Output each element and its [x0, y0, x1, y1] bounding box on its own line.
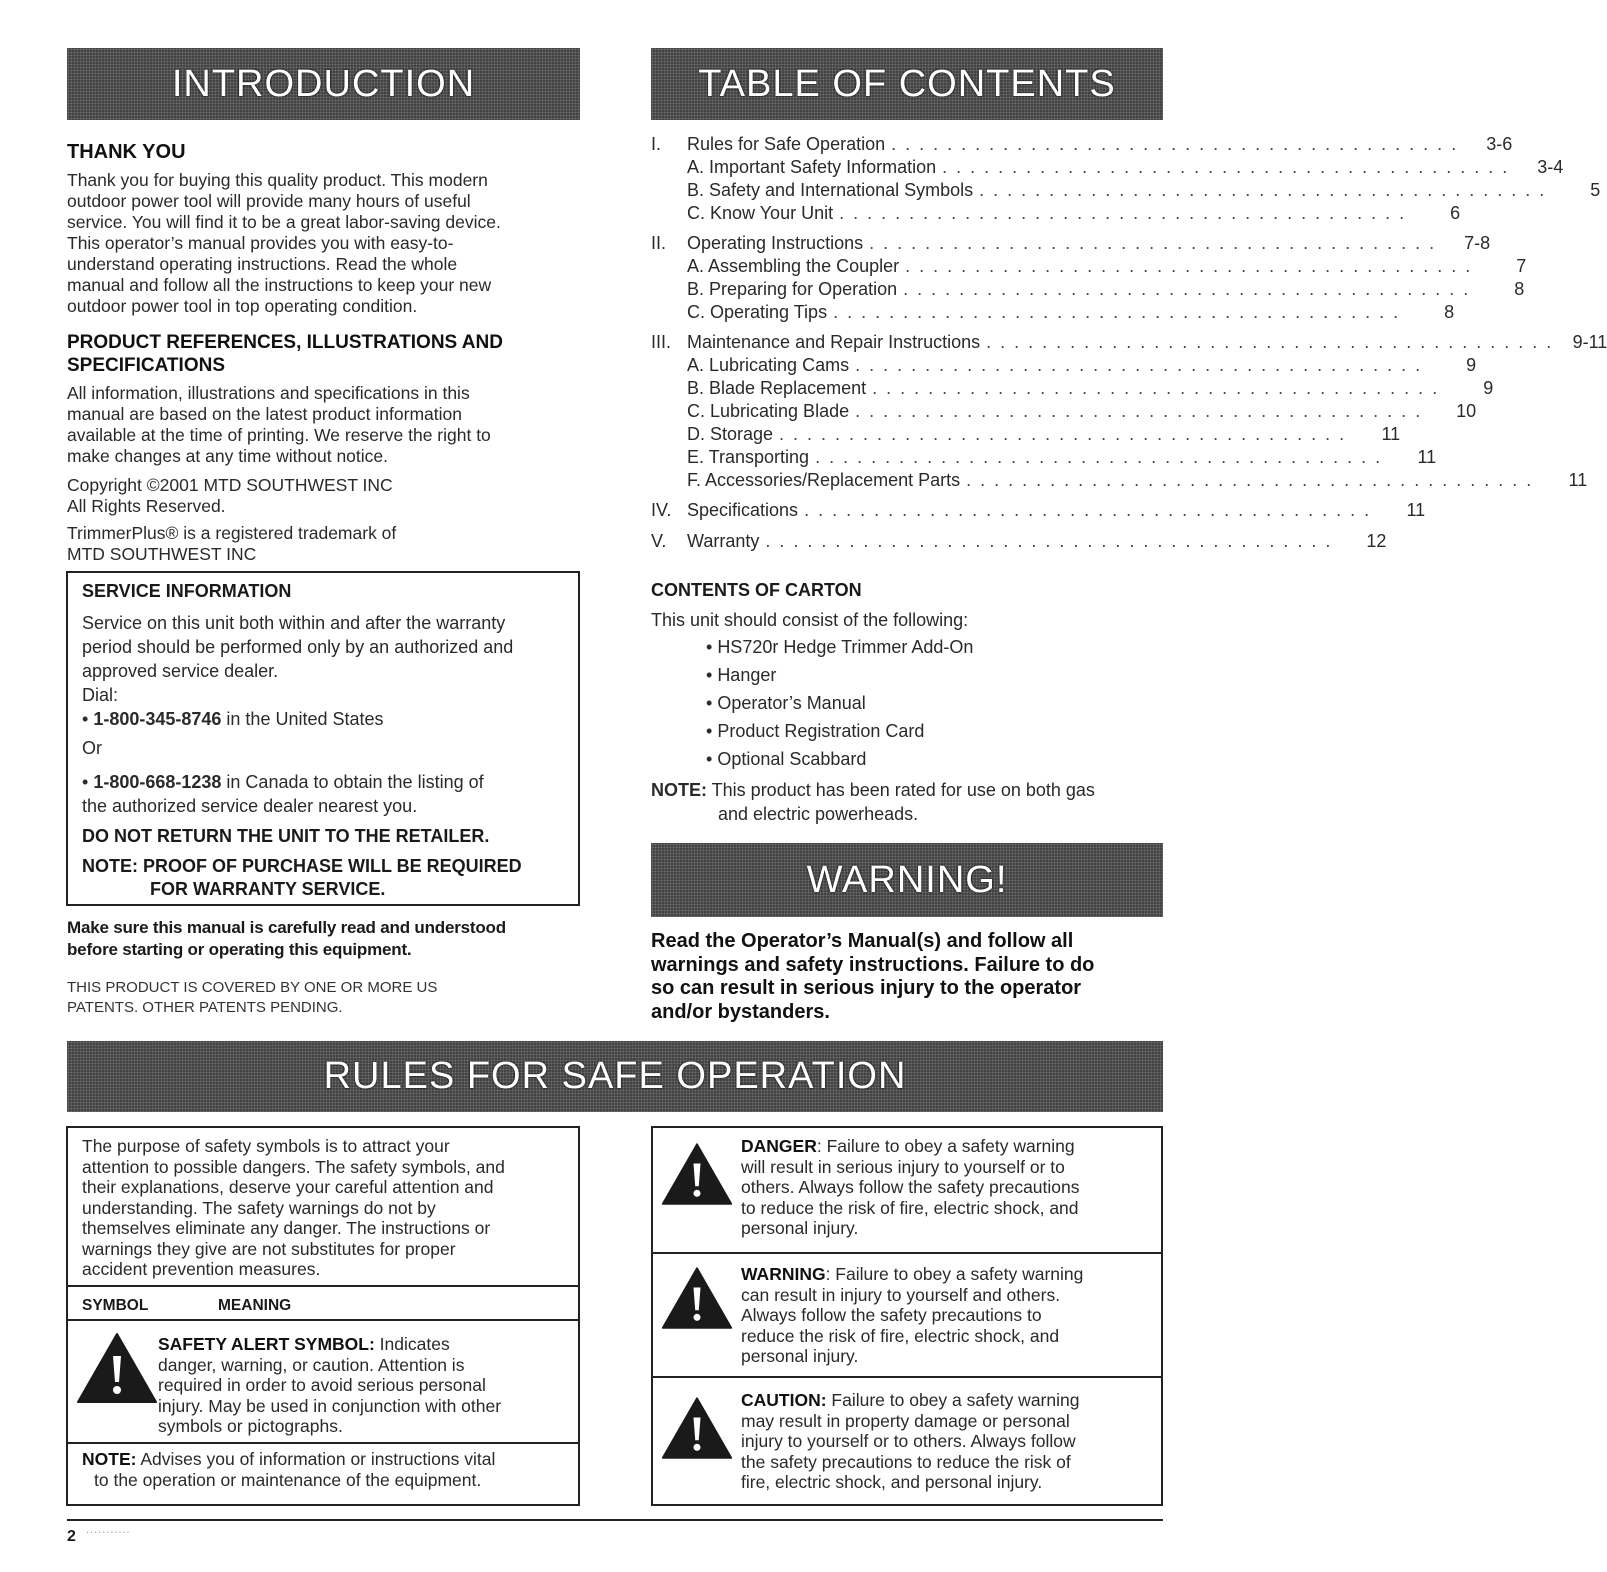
text-line: approved service dealer. — [82, 661, 279, 681]
toc-label: B. Preparing for Operation — [687, 279, 898, 299]
toc-number: III. — [651, 332, 672, 352]
toc-label: E. Transporting — [687, 447, 810, 467]
toc-entry[interactable] — [651, 378, 1494, 401]
text-line: TrimmerPlus® is a registered trademark of — [67, 523, 397, 543]
toc-number — [651, 279, 687, 302]
text-line: themselves eliminate any danger. The instructions or — [82, 1218, 491, 1238]
trademark — [67, 523, 396, 565]
text-line: FOR WARRANTY SERVICE. — [150, 879, 386, 899]
toc-page: 12 — [1366, 531, 1387, 551]
toc-page: 10 — [1456, 401, 1477, 421]
toc-leader: . . . . . . . . . . . . . . . . . . . . . . . . . . . . . . . . . . . . . . . . . — [804, 500, 1372, 520]
toc-page: 11 — [1381, 424, 1401, 444]
carton-note-text: This product has been rated for use on both gas — [707, 780, 1095, 800]
text-line: This operator’s manual provides you with easy-to- — [67, 233, 454, 253]
toc-label: A. Assembling the Coupler — [687, 256, 900, 276]
text-line: All information, illustrations and specifications in this — [67, 383, 470, 403]
toc-leader: . . . . . . . . . . . . . . . . . . . . . . . . . . . . . . . . . . . . . . . . . — [855, 355, 1423, 375]
carton-note-label: NOTE: — [651, 780, 707, 800]
toc-label: F. Accessories/Replacement Parts — [687, 470, 961, 490]
text-line: Thank you for buying this quality product. This modern — [67, 170, 488, 190]
toc-page: 3-6 — [1486, 134, 1513, 154]
carton-heading: CONTENTS OF CARTON — [651, 580, 862, 600]
carton-item: • Operator’s Manual — [706, 693, 866, 713]
service-heading: SERVICE INFORMATION — [82, 581, 292, 601]
text-line — [741, 1390, 1079, 1411]
carton-item-label: Hanger — [717, 665, 777, 685]
toc-banner — [651, 48, 1163, 120]
text-line: period should be performed only by an authorized and — [82, 637, 514, 657]
symbols-note-label: NOTE: — [82, 1449, 137, 1469]
text-line: warnings they give are not substitutes for proper — [82, 1238, 456, 1259]
toc-entry[interactable] — [651, 470, 1588, 493]
text-line: so can result in serious injury to the operator — [651, 977, 1082, 999]
toc-label: D. Storage — [687, 424, 774, 444]
carton-item: • Product Registration Card — [706, 721, 925, 741]
carton-note — [651, 778, 1095, 826]
toc-number: II. — [651, 233, 667, 253]
toc-entry[interactable] — [651, 531, 1387, 554]
text-line: warnings and safety instructions. Failure to do — [651, 953, 1095, 976]
toc-label: C. Lubricating Blade — [687, 401, 850, 421]
text-line: outdoor power tool will provide many hours of useful — [67, 191, 471, 211]
toc-page: 9 — [1466, 355, 1477, 375]
text-line: injury. May be used in conjunction with other — [158, 1395, 502, 1416]
caution-cell — [653, 1376, 1161, 1504]
toc-entry[interactable] — [651, 256, 1527, 279]
toc-number: V. — [651, 531, 667, 551]
toc-entry[interactable] — [651, 447, 1437, 470]
toc-number — [651, 302, 687, 325]
toc-entry[interactable] — [651, 203, 1461, 226]
service-information-box — [66, 571, 580, 906]
thank-you-heading: THANK YOU — [67, 141, 186, 163]
carton-item: • Hanger — [706, 665, 777, 685]
text-line: may result in property damage or personal — [741, 1410, 1070, 1431]
copyright — [67, 475, 393, 517]
text-line: manual are based on the latest product information — [67, 404, 462, 424]
toc-leader: . . . . . . . . . . . . . . . . . . . . . . . . . . . . . . . . . . . . . . . . . — [986, 332, 1554, 352]
text-line — [651, 778, 1095, 802]
danger-cell — [653, 1128, 1161, 1254]
carton-item-label: HS720r Hedge Trimmer Add-On — [717, 637, 974, 657]
caution-text: Failure to obey a safety warning — [826, 1390, 1080, 1410]
text-line: All Rights Reserved. — [67, 496, 226, 516]
proof-of-purchase-note — [82, 855, 522, 901]
toc-entry[interactable] — [651, 355, 1477, 378]
caution-description — [741, 1390, 1079, 1493]
safety-alert-description — [158, 1334, 501, 1437]
heading-line: PRODUCT REFERENCES, ILLUSTRATIONS AND — [67, 332, 503, 353]
text-line: to the operation or maintenance of the equipment. — [94, 1470, 482, 1490]
text-line: the safety precautions to reduce the risk of — [741, 1451, 1071, 1472]
carton-item-label: Optional Scabbard — [717, 749, 867, 769]
ca-phone-line: • 1-800-668-1238 in Canada to obtain the listing of — [82, 772, 484, 792]
text-line: accident prevention measures. — [82, 1259, 321, 1279]
patents-notice — [67, 978, 437, 1018]
text-line: reduce the risk of fire, electric shock, and — [741, 1325, 1060, 1346]
rules-banner — [67, 1041, 1163, 1112]
product-references-heading — [67, 331, 503, 377]
text-line: can result in injury to yourself and others. — [741, 1284, 1061, 1305]
toc-leader: . . . . . . . . . . . . . . . . . . . . . . . . . . . . . . . . . . . . . . . . . — [765, 531, 1333, 551]
text-line: manual and follow all the instructions to keep your new — [67, 275, 492, 295]
toc-entry[interactable] — [651, 424, 1401, 447]
toc-leader: . . . . . . . . . . . . . . . . . . . . . . . . . . . . . . . . . . . . . . . . . — [855, 401, 1423, 421]
text-line: fire, electric shock, and personal injury. — [741, 1472, 1043, 1492]
safety-alert-text: Indicates — [374, 1334, 450, 1354]
text-line: and electric powerheads. — [718, 804, 919, 824]
divider — [68, 1319, 578, 1321]
us-phone-line: • 1-800-345-8746 in the United States — [82, 709, 384, 729]
text-line: Read the Operator’s Manual(s) and follow all — [651, 930, 1074, 952]
text-line: NOTE: PROOF OF PURCHASE WILL BE REQUIRED — [82, 856, 522, 876]
warning-description — [741, 1264, 1083, 1367]
text-line: make changes at any time without notice. — [67, 446, 389, 466]
carton-item: • HS720r Hedge Trimmer Add-On — [706, 637, 974, 657]
toc-number — [651, 180, 687, 203]
danger-label: DANGER — [741, 1136, 817, 1156]
carton-item-label: Product Registration Card — [717, 721, 925, 741]
safety-symbols-box — [66, 1126, 580, 1506]
meaning-column-header: MEANING — [218, 1297, 292, 1314]
ca-phone-number[interactable]: 1-800-668-1238 — [93, 772, 222, 792]
toc-label: A. Lubricating Cams — [687, 355, 850, 375]
text-line: THIS PRODUCT IS COVERED BY ONE OR MORE US — [67, 979, 438, 996]
page-number: 2 — [67, 1528, 76, 1545]
text-line: Copyright ©2001 MTD SOUTHWEST INC — [67, 475, 393, 495]
toc-leader: . . . . . . . . . . . . . . . . . . . . . . . . . . . . . . . . . . . . . . . . . — [872, 378, 1440, 398]
divider — [68, 1442, 578, 1444]
toc-leader: . . . . . . . . . . . . . . . . . . . . . . . . . . . . . . . . . . . . . . . . . — [833, 302, 1401, 322]
text-line: symbols or pictographs. — [158, 1416, 343, 1436]
carton-item: • Optional Scabbard — [706, 749, 867, 769]
toc-banner-title: TABLE OF CONTENTS — [698, 62, 1116, 105]
toc-leader: . . . . . . . . . . . . . . . . . . . . . . . . . . . . . . . . . . . . . . . . . — [979, 180, 1547, 200]
danger-text: : Failure to obey a safety warning — [816, 1136, 1075, 1156]
text-line: service. You will find it to be a great labor-saving device. — [67, 212, 501, 232]
or-label: Or — [82, 738, 102, 758]
toc-entry[interactable] — [651, 279, 1525, 302]
text-line: and/or bystanders. — [651, 1000, 830, 1023]
text-line: Make sure this manual is carefully read and understood — [67, 918, 506, 937]
text-line: MTD SOUTHWEST INC — [67, 544, 257, 564]
warning-alert-icon — [661, 1266, 733, 1330]
us-phone-number[interactable]: 1-800-345-8746 — [93, 709, 222, 729]
text-line: Service on this unit both within and after the warranty — [82, 613, 506, 633]
warning-cell — [653, 1252, 1161, 1378]
toc-label: B. Blade Replacement — [687, 378, 867, 398]
warning-banner-title: WARNING! — [806, 858, 1008, 901]
toc-leader: . . . . . . . . . . . . . . . . . . . . . . . . . . . . . . . . . . . . . . . . . — [903, 279, 1471, 299]
toc-number — [651, 378, 687, 401]
text-line: available at the time of printing. We reserve the right to — [67, 425, 491, 445]
footer-rule — [67, 1519, 1163, 1521]
text-line: to reduce the risk of fire, electric shock, and — [741, 1197, 1079, 1218]
toc-entry[interactable] — [651, 233, 1491, 256]
toc-entry[interactable] — [651, 180, 1601, 203]
dial-label: Dial: — [82, 685, 119, 705]
toc-leader: . . . . . . . . . . . . . . . . . . . . . . . . . . . . . . . . . . . . . . . . . — [942, 157, 1510, 177]
toc-page: 11 — [1406, 500, 1426, 520]
toc-page: 9-11 — [1572, 332, 1607, 352]
carton-intro: This unit should consist of the following: — [651, 610, 969, 630]
text-line: required in order to avoid serious personal — [158, 1375, 486, 1395]
safety-alert-label: SAFETY ALERT SYMBOL: — [158, 1334, 375, 1354]
do-not-return-notice: DO NOT RETURN THE UNIT TO THE RETAILER. — [82, 826, 490, 846]
thank-you-paragraph — [67, 170, 587, 317]
warning-banner — [651, 843, 1163, 917]
text-line — [158, 1334, 501, 1355]
toc-entry[interactable] — [651, 500, 1426, 523]
toc-entry[interactable] — [651, 134, 1513, 157]
toc-label: C. Operating Tips — [687, 302, 828, 322]
caution-alert-icon — [661, 1396, 733, 1460]
toc-number — [651, 470, 687, 493]
toc-page: 8 — [1514, 279, 1525, 299]
toc-label: Operating Instructions — [687, 233, 864, 253]
text-line — [82, 1449, 495, 1470]
toc-label: C. Know Your Unit — [687, 203, 834, 223]
introduction-banner-title: INTRODUCTION — [171, 62, 476, 105]
heading-line: SPECIFICATIONS — [67, 355, 225, 376]
toc-label: Maintenance and Repair Instructions — [687, 332, 981, 352]
text-line: Always follow the safety precautions to — [741, 1305, 1042, 1325]
footer-dots: ........... — [86, 1524, 131, 1536]
service-paragraph — [82, 611, 513, 731]
text-line: outdoor power tool in top operating condition. — [67, 296, 418, 316]
toc-page: 8 — [1444, 302, 1455, 322]
toc-page: 9 — [1483, 378, 1494, 398]
toc-leader: . . . . . . . . . . . . . . . . . . . . . . . . . . . . . . . . . . . . . . . . . — [966, 470, 1534, 490]
toc-page: 6 — [1450, 203, 1461, 223]
toc-page: 11 — [1417, 447, 1437, 467]
text-line — [741, 1264, 1083, 1285]
toc-label: Rules for Safe Operation — [687, 134, 886, 154]
toc-page: 11 — [1568, 470, 1588, 490]
signal-words-box — [651, 1126, 1163, 1506]
text-line: attention to possible dangers. The safety symbols, and — [82, 1156, 505, 1177]
text-line: the authorized service dealer nearest you. — [82, 796, 418, 816]
warning-text — [651, 930, 1094, 1024]
symbols-note — [82, 1449, 495, 1491]
symbols-purpose-paragraph — [82, 1136, 505, 1280]
text-line: The purpose of safety symbols is to attract your — [82, 1136, 450, 1156]
toc-number — [651, 157, 687, 180]
toc-number: IV. — [651, 500, 672, 520]
text-line: danger, warning, or caution. Attention is — [158, 1354, 465, 1375]
toc-leader: . . . . . . . . . . . . . . . . . . . . . . . . . . . . . . . . . . . . . . . . . — [779, 424, 1347, 444]
toc-number — [651, 256, 687, 279]
toc-page: 3-4 — [1537, 157, 1564, 177]
toc-page: 7 — [1516, 256, 1527, 276]
text-line: their explanations, deserve your careful attention and — [82, 1177, 494, 1197]
toc-entry[interactable] — [651, 302, 1455, 325]
canada-phone-block — [82, 770, 484, 818]
symbol-column-header: SYMBOL — [82, 1297, 149, 1314]
toc-entry[interactable] — [651, 332, 1607, 355]
warning-text: : Failure to obey a safety warning — [825, 1264, 1084, 1284]
text-line: others. Always follow the safety precautions — [741, 1177, 1080, 1197]
danger-alert-icon — [661, 1142, 733, 1206]
us-phone-text: in the United States — [221, 709, 384, 729]
introduction-banner — [67, 48, 580, 120]
toc-entry[interactable] — [651, 401, 1477, 424]
toc-list — [651, 134, 1607, 564]
text-line: injury to yourself or to others. Always follow — [741, 1431, 1076, 1451]
divider — [68, 1285, 578, 1287]
toc-number — [651, 424, 687, 447]
toc-page: 7-8 — [1464, 233, 1491, 253]
toc-leader: . . . . . . . . . . . . . . . . . . . . . . . . . . . . . . . . . . . . . . . . . — [815, 447, 1383, 467]
carton-item-label: Operator’s Manual — [717, 693, 866, 713]
toc-entry[interactable] — [651, 157, 1564, 180]
make-sure-notice — [67, 917, 506, 961]
warning-label: WARNING — [741, 1264, 826, 1284]
toc-label: Warranty — [687, 531, 760, 551]
toc-page: 5 — [1590, 180, 1601, 200]
toc-number — [651, 401, 687, 424]
safety-alert-icon — [76, 1332, 158, 1404]
toc-number — [651, 447, 687, 470]
ca-phone-text: in Canada to obtain the listing of — [221, 772, 484, 792]
toc-leader: . . . . . . . . . . . . . . . . . . . . . . . . . . . . . . . . . . . . . . . . . — [905, 256, 1473, 276]
text-line: will result in serious injury to yourself or to — [741, 1156, 1065, 1177]
text-line: personal injury. — [741, 1218, 859, 1238]
rules-banner-title: RULES FOR SAFE OPERATION — [323, 1055, 907, 1097]
toc-label: B. Safety and International Symbols — [687, 180, 974, 200]
text-line — [741, 1136, 1080, 1157]
text-line: personal injury. — [741, 1346, 859, 1366]
toc-number — [651, 203, 687, 226]
toc-number — [651, 355, 687, 378]
text-line: before starting or operating this equipment. — [67, 940, 412, 959]
toc-label: Specifications — [687, 500, 799, 520]
text-line: understand operating instructions. Read the whole — [67, 254, 458, 274]
toc-leader: . . . . . . . . . . . . . . . . . . . . . . . . . . . . . . . . . . . . . . . . . — [869, 233, 1437, 253]
text-line: understanding. The safety warnings do not by — [82, 1197, 436, 1218]
toc-label: A. Important Safety Information — [687, 157, 937, 177]
text-line: PATENTS. OTHER PATENTS PENDING. — [67, 999, 343, 1016]
caution-label: CAUTION: — [741, 1390, 827, 1410]
toc-number: I. — [651, 134, 662, 154]
toc-leader: . . . . . . . . . . . . . . . . . . . . . . . . . . . . . . . . . . . . . . . . . — [891, 134, 1459, 154]
symbols-note-text: Advises you of information or instructions vital — [136, 1449, 496, 1469]
danger-description — [741, 1136, 1080, 1239]
toc-leader: . . . . . . . . . . . . . . . . . . . . . . . . . . . . . . . . . . . . . . . . . — [839, 203, 1407, 223]
product-references-paragraph — [67, 383, 587, 467]
